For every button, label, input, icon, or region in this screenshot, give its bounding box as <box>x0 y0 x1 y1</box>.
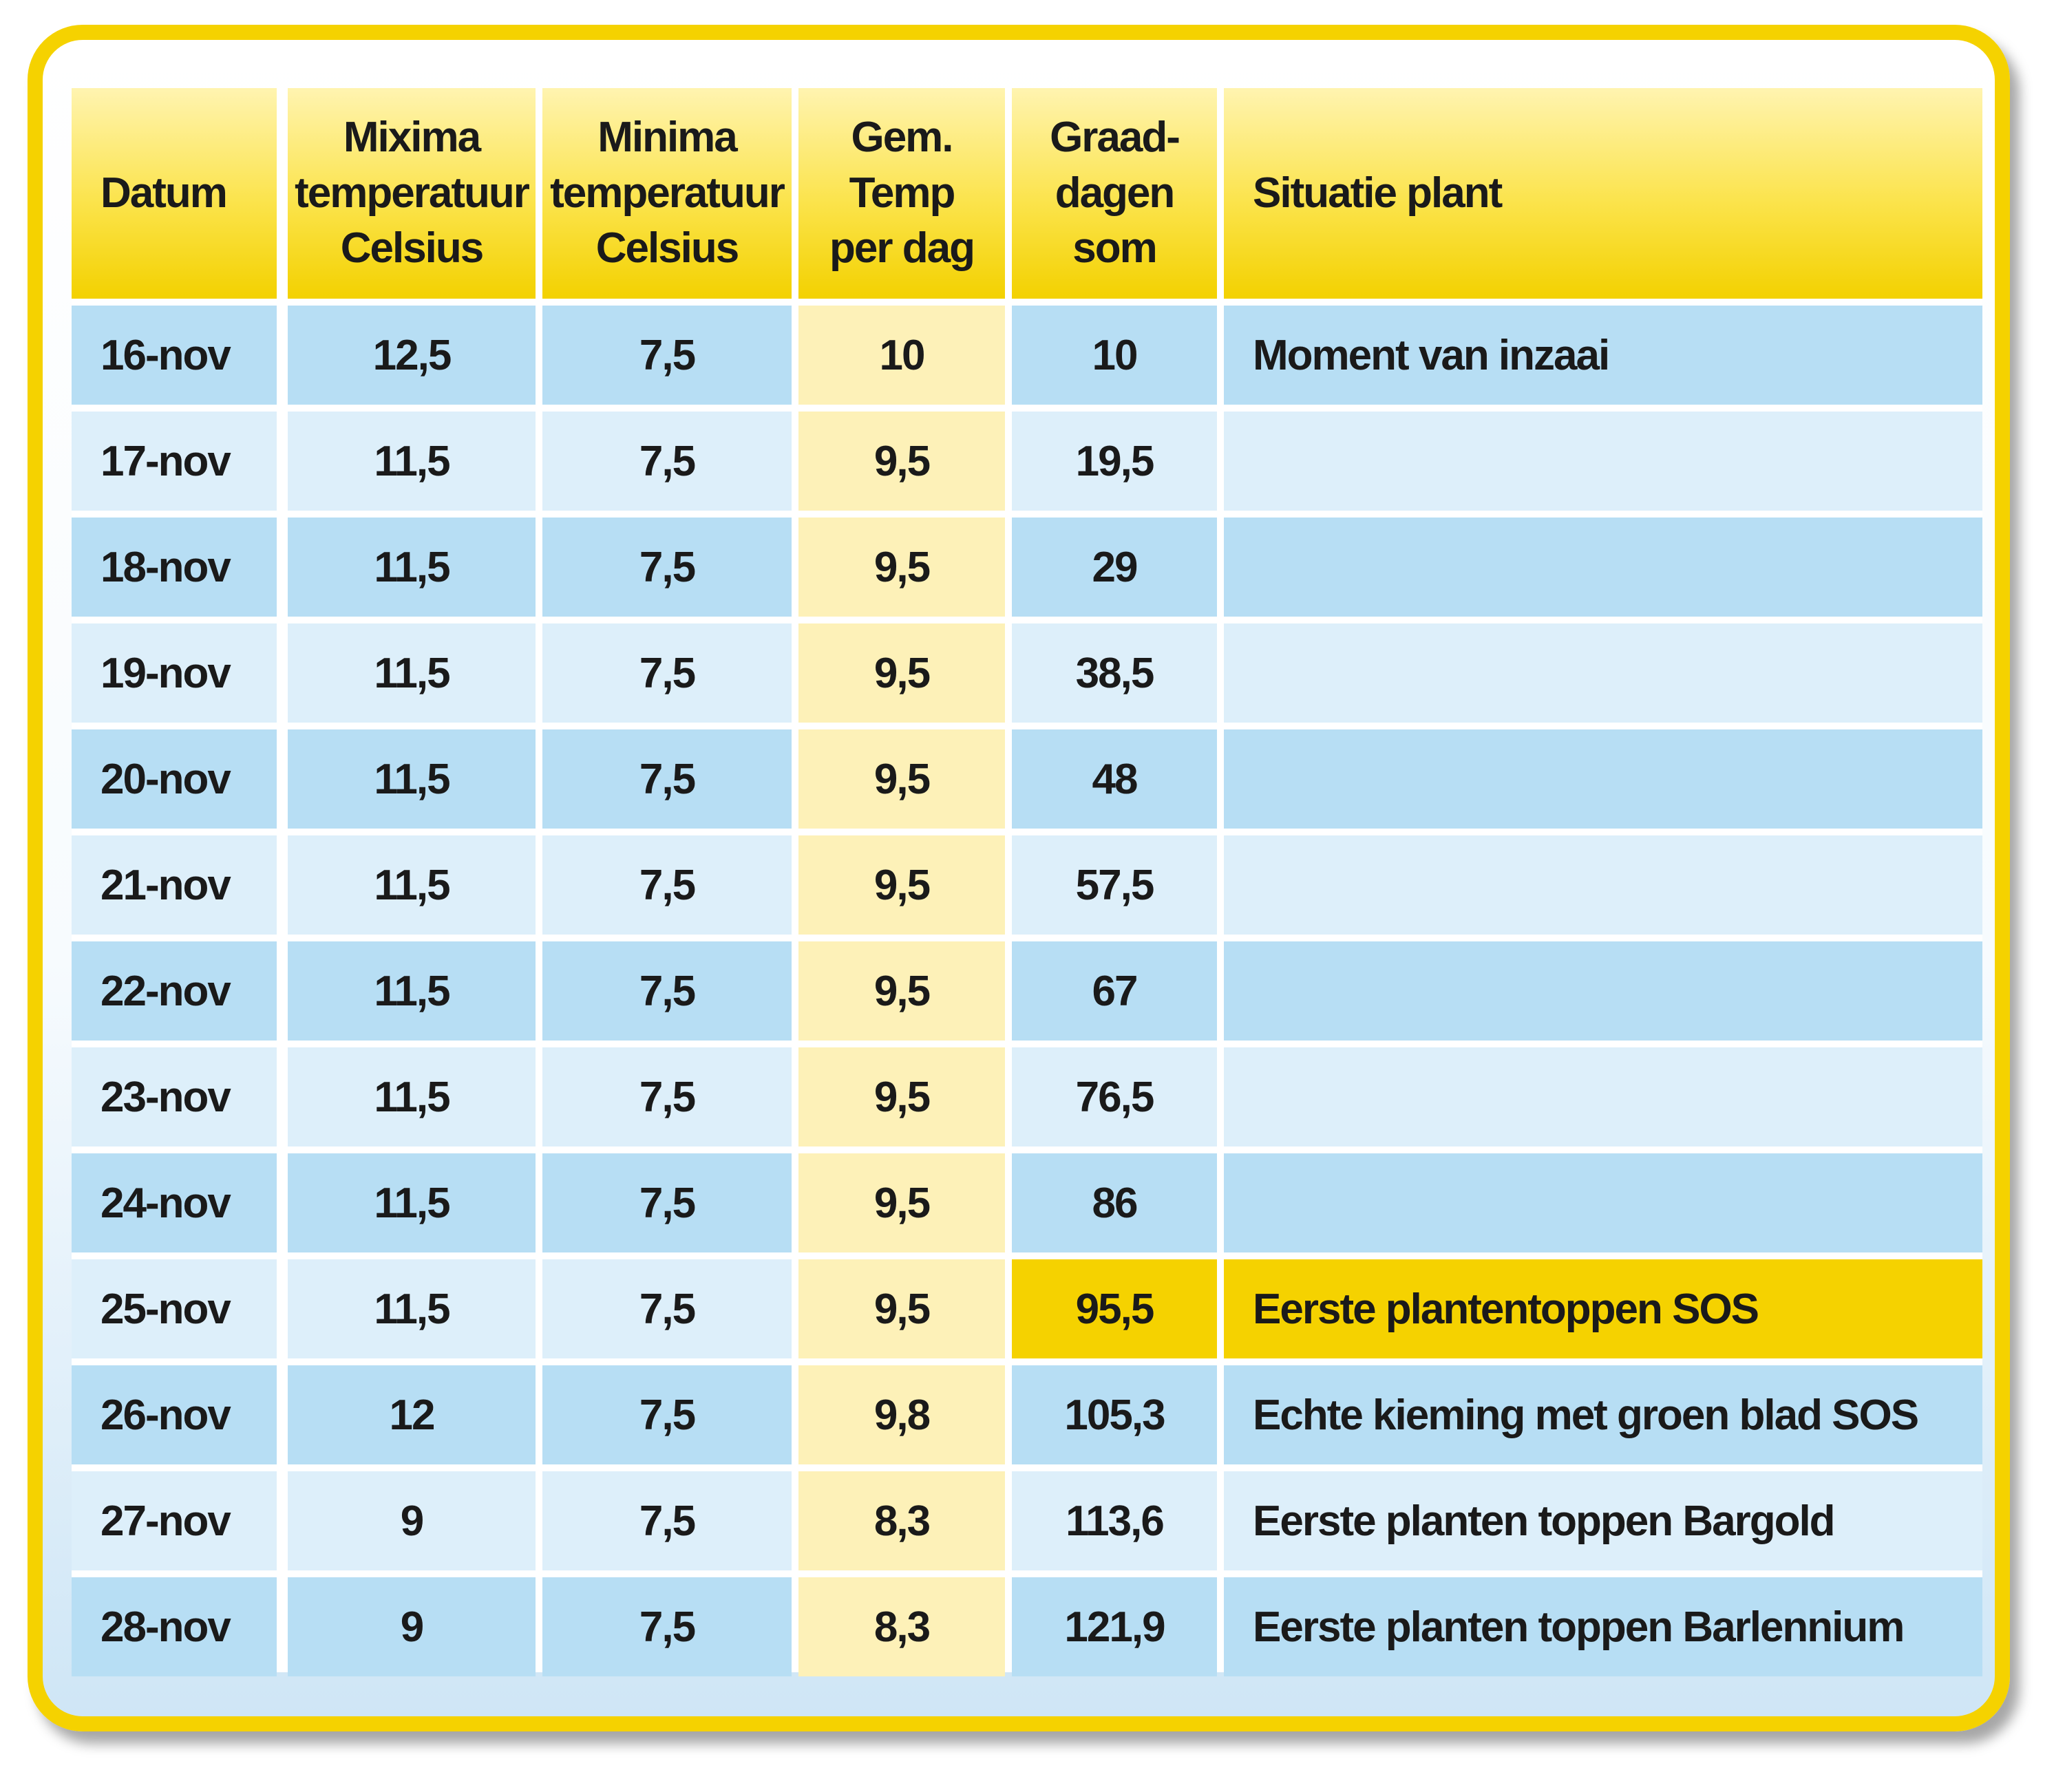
cell-gem-temp: 9,5 <box>798 729 1005 829</box>
table-row <box>72 1259 1982 1358</box>
cell-datum: 16-nov <box>72 306 277 405</box>
cell-max-temp: 12,5 <box>288 306 536 405</box>
cell-datum: 25-nov <box>72 1259 277 1358</box>
table-row <box>72 518 1982 617</box>
cell-max-temp: 11,5 <box>288 1047 536 1146</box>
column-header-max-temp: Mixima temperatuur Celsius <box>288 88 536 299</box>
cell-situatie: Eerste plantentoppen SOS <box>1224 1259 1982 1358</box>
cell-graaddagen: 113,6 <box>1012 1471 1217 1570</box>
cell-min-temp: 7,5 <box>542 941 792 1041</box>
cell-situatie: Moment van inzaai <box>1224 306 1982 405</box>
cell-situatie: Eerste planten toppen Bargold <box>1224 1471 1982 1570</box>
cell-situatie: Echte kieming met groen blad SOS <box>1224 1365 1982 1464</box>
table-row <box>72 412 1982 511</box>
cell-gem-temp: 9,5 <box>798 1047 1005 1146</box>
cell-min-temp: 7,5 <box>542 1471 792 1570</box>
cell-situatie <box>1224 623 1982 723</box>
cell-max-temp: 9 <box>288 1471 536 1570</box>
cell-gem-temp: 9,5 <box>798 412 1005 511</box>
cell-graaddagen: 38,5 <box>1012 623 1217 723</box>
cell-min-temp: 7,5 <box>542 518 792 617</box>
table-row <box>72 1153 1982 1252</box>
cell-gem-temp: 9,5 <box>798 623 1005 723</box>
cell-gem-temp: 9,5 <box>798 518 1005 617</box>
column-header-min-temp: Minima temperatuur Celsius <box>542 88 792 299</box>
cell-min-temp: 7,5 <box>542 623 792 723</box>
cell-min-temp: 7,5 <box>542 729 792 829</box>
cell-min-temp: 7,5 <box>542 412 792 511</box>
cell-max-temp: 11,5 <box>288 518 536 617</box>
cell-datum: 27-nov <box>72 1471 277 1570</box>
cell-max-temp: 11,5 <box>288 941 536 1041</box>
cell-graaddagen: 29 <box>1012 518 1217 617</box>
cell-datum: 18-nov <box>72 518 277 617</box>
cell-datum: 22-nov <box>72 941 277 1041</box>
column-header-datum: Datum <box>72 88 277 299</box>
column-header-situatie: Situatie plant <box>1224 88 1982 299</box>
table-header-row <box>72 88 1982 299</box>
cell-situatie <box>1224 1153 1982 1252</box>
cell-datum: 26-nov <box>72 1365 277 1464</box>
cell-graaddagen: 121,9 <box>1012 1577 1217 1676</box>
table-row <box>72 623 1982 723</box>
cell-max-temp: 11,5 <box>288 835 536 935</box>
table-row <box>72 1577 1982 1676</box>
cell-datum: 23-nov <box>72 1047 277 1146</box>
cell-graaddagen: 10 <box>1012 306 1217 405</box>
cell-gem-temp: 9,8 <box>798 1365 1005 1464</box>
cell-max-temp: 11,5 <box>288 1153 536 1252</box>
cell-datum: 21-nov <box>72 835 277 935</box>
table-row <box>72 835 1982 935</box>
table-row <box>72 941 1982 1041</box>
cell-max-temp: 9 <box>288 1577 536 1676</box>
cell-graaddagen: 57,5 <box>1012 835 1217 935</box>
cell-datum: 20-nov <box>72 729 277 829</box>
cell-min-temp: 7,5 <box>542 1153 792 1252</box>
cell-max-temp: 11,5 <box>288 1259 536 1358</box>
table-row <box>72 729 1982 829</box>
cell-graaddagen: 86 <box>1012 1153 1217 1252</box>
cell-datum: 19-nov <box>72 623 277 723</box>
column-header-graaddagen: Graad- dagen som <box>1012 88 1217 299</box>
cell-situatie <box>1224 941 1982 1041</box>
table-row <box>72 1047 1982 1146</box>
cell-min-temp: 7,5 <box>542 835 792 935</box>
cell-min-temp: 7,5 <box>542 1577 792 1676</box>
cell-situatie <box>1224 412 1982 511</box>
column-header-gem-temp: Gem. Temp per dag <box>798 88 1005 299</box>
cell-graaddagen: 19,5 <box>1012 412 1217 511</box>
cell-situatie <box>1224 1047 1982 1146</box>
cell-gem-temp: 9,5 <box>798 1153 1005 1252</box>
cell-graaddagen: 105,3 <box>1012 1365 1217 1464</box>
table-row <box>72 306 1982 405</box>
cell-gem-temp: 9,5 <box>798 1259 1005 1358</box>
cell-min-temp: 7,5 <box>542 1365 792 1464</box>
cell-min-temp: 7,5 <box>542 1047 792 1146</box>
cell-situatie <box>1224 518 1982 617</box>
cell-graaddagen: 76,5 <box>1012 1047 1217 1146</box>
table-row <box>72 1365 1982 1464</box>
cell-situatie <box>1224 835 1982 935</box>
cell-max-temp: 11,5 <box>288 729 536 829</box>
cell-graaddagen: 48 <box>1012 729 1217 829</box>
cell-gem-temp: 8,3 <box>798 1577 1005 1676</box>
cell-max-temp: 11,5 <box>288 623 536 723</box>
cell-gem-temp: 10 <box>798 306 1005 405</box>
cell-max-temp: 12 <box>288 1365 536 1464</box>
cell-graaddagen: 95,5 <box>1012 1259 1217 1358</box>
cell-datum: 17-nov <box>72 412 277 511</box>
cell-min-temp: 7,5 <box>542 306 792 405</box>
cell-gem-temp: 8,3 <box>798 1471 1005 1570</box>
cell-situatie: Eerste planten toppen Barlennium <box>1224 1577 1982 1676</box>
cell-gem-temp: 9,5 <box>798 941 1005 1041</box>
cell-graaddagen: 67 <box>1012 941 1217 1041</box>
cell-max-temp: 11,5 <box>288 412 536 511</box>
cell-gem-temp: 9,5 <box>798 835 1005 935</box>
data-table <box>72 88 1982 1672</box>
cell-datum: 28-nov <box>72 1577 277 1676</box>
cell-datum: 24-nov <box>72 1153 277 1252</box>
cell-min-temp: 7,5 <box>542 1259 792 1358</box>
table-row <box>72 1471 1982 1570</box>
cell-situatie <box>1224 729 1982 829</box>
